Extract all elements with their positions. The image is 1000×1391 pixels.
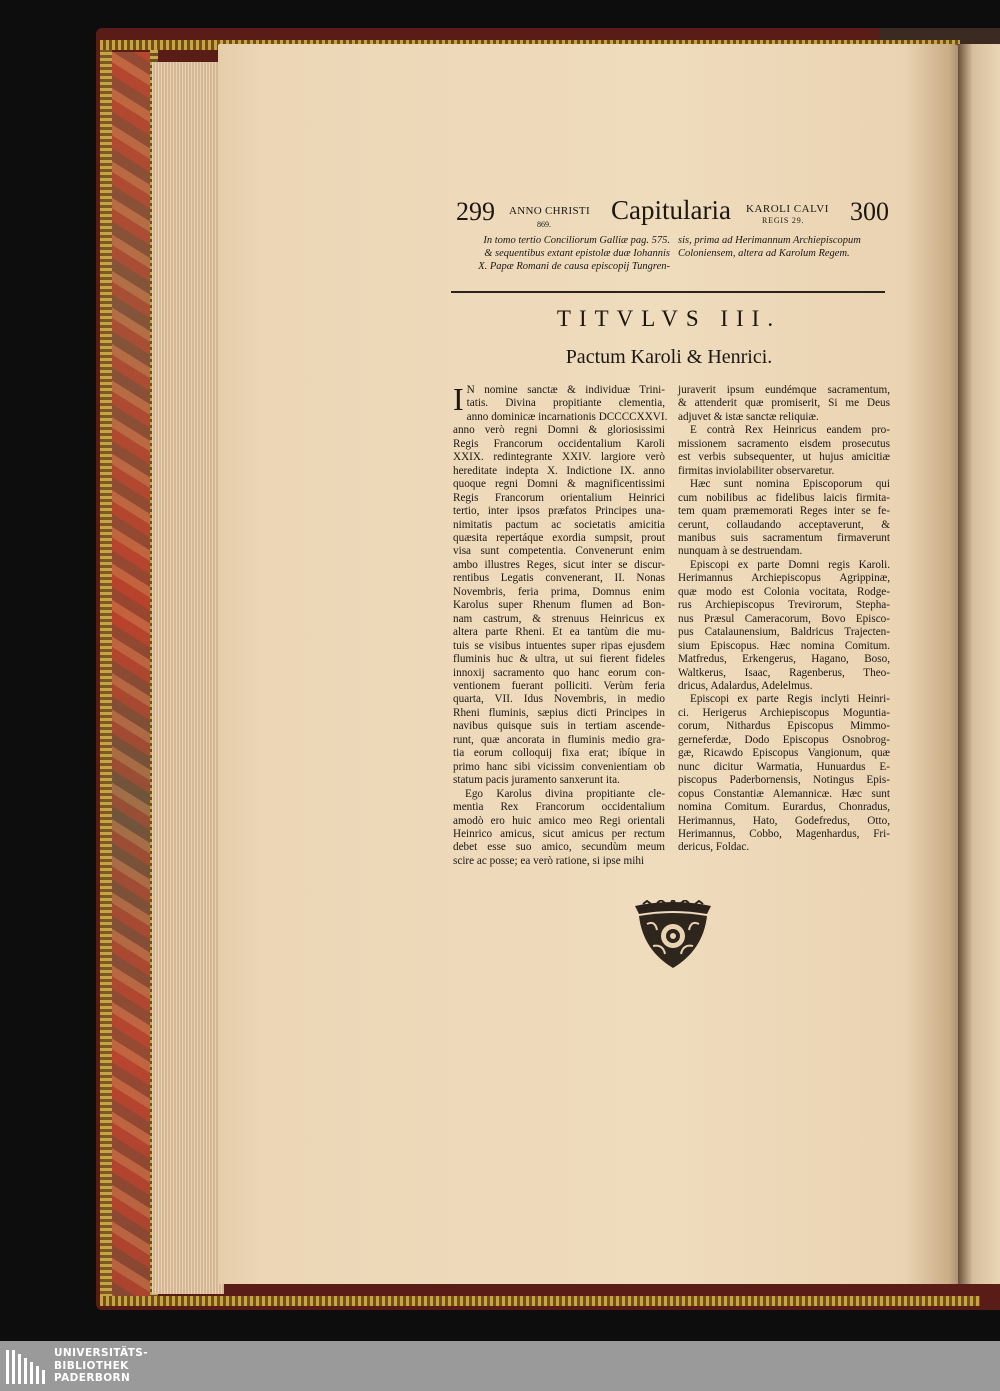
text-line: & attenderit quæ promiserit, Si me Deus	[678, 397, 890, 410]
text-line: copus Constantiæ Alemannicæ. Hæc sunt	[678, 787, 890, 800]
text-line: amodò ero huic amico meo Regi orientali	[453, 814, 665, 827]
section-subtitle: Pactum Karoli & Henrici.	[565, 346, 773, 368]
text-line: primo hanc sibi vicissim convenientiam ob	[453, 760, 665, 773]
text-line: Matfredus, Erkengerus, Hagano, Boso,	[678, 653, 890, 666]
text-line: est verbis subsequenter, ut hujus amicitiæ	[678, 451, 890, 464]
footer-bar	[0, 1341, 1000, 1391]
text-line: innoxij sacramento quo hanc eorum con-	[453, 666, 665, 679]
text-line: mentia Rex Francorum occidentalium	[453, 801, 665, 814]
text-line: Karolus super Rhenum flumen ad Bon-	[453, 599, 665, 612]
text-line: tem quam præmemorati Reges inter se fe-	[678, 505, 890, 518]
text-line: nunquam à se destruendam.	[678, 545, 803, 558]
text-line: scire ac posse; ea verò ratione, si ipse mihi	[453, 854, 645, 867]
text-line: hereditate indepta X. Indictione IX. anno	[453, 464, 665, 477]
text-line: nunc dicitur Warmatia, Hunuardus E-	[678, 760, 890, 773]
text-line: dricus, Adalardus, Adelelmus.	[678, 679, 813, 692]
text-line: Ego Karolus divina propitiante cle-	[465, 787, 665, 800]
text-line: altera parte Rheni. Et ea tantùm die mu-	[453, 626, 665, 639]
text-line: missionem sacramento eisdem prosecutus	[678, 437, 890, 450]
text-line: cum nobilibus ac fidelibus laicis firmita-	[678, 491, 890, 504]
running-title: Capitularia	[611, 195, 731, 225]
text-line: dericus, Foldac.	[678, 841, 750, 854]
text-line: ambo illustres Reges, sicut inter se discur-	[453, 558, 665, 571]
anno-label: ANNO CHRISTI	[509, 205, 590, 217]
page-number-left: 299	[456, 197, 495, 226]
text-line: E contrà Rex Heinricus eandem pro-	[690, 424, 890, 437]
text-column-left	[453, 381, 668, 868]
text-line: adjuvet & istæ sanctæ reliquiæ.	[678, 410, 819, 423]
text-line: tia eorum colloquij fixa erat; ibíque in	[453, 747, 665, 760]
text-line: nus Præsul Cameracorum, Bovo Episco-	[678, 612, 890, 625]
text-line: visa sunt competentia. Convenerunt enim	[453, 545, 665, 558]
library-logo-icon	[4, 1346, 48, 1388]
text-line: quarta, VII. Idus Novembris, in medio	[453, 693, 665, 706]
text-line: tuis se visibus intuentes super ripas ejusdem	[453, 639, 665, 652]
text-line: Herimannus Archiepiscopus Agrippinæ,	[678, 572, 890, 585]
facing-page	[958, 44, 1000, 1284]
text-line: corum, Nithardus Episcopus Mimmo-	[678, 720, 890, 733]
text-line: tatis. Divina propitiante clementia,	[466, 397, 665, 410]
text-line: sis, prima ad Herimannum Archiepiscopum	[678, 235, 861, 246]
library-name-line: PADERBORN	[54, 1372, 131, 1384]
text-line: fluminis huc & ultra, ut sui fierent fideles	[453, 653, 665, 666]
library-name-line: UNIVERSITÄTS-	[54, 1347, 149, 1359]
text-line: runt, quæ ancorata in fluminis medio gra-	[453, 733, 665, 746]
text-line: In tomo tertio Conciliorum Galliæ pag. 575.	[483, 235, 670, 246]
text-line: ci. Herigerus Archiepiscopus Moguntia-	[678, 706, 890, 719]
text-line: statum pacis juramento sanxerunt ita.	[453, 774, 620, 787]
text-line: X. Papæ Romani de causa episcopij Tungren-	[478, 261, 670, 272]
text-line: Herimannus, Cobbo, Magenhardus, Fri-	[678, 827, 890, 840]
text-line: nimitatis pactum ac societatis amicitia	[453, 518, 665, 531]
text-line: Regis Francorum occidentalium Karoli	[453, 437, 665, 450]
text-line: & sequentibus extant epistolæ duæ Iohannis	[484, 248, 670, 259]
text-line: Waltkerus, Isaac, Ragenberus, Theo-	[678, 666, 890, 679]
library-name-line: BIBLIOTHEK	[54, 1359, 129, 1372]
text-line: debet esse suo amico, secundùm meum	[453, 841, 665, 854]
text-line: Heinrico amicus, sicut amicus per rectum	[453, 827, 665, 840]
ruler-name: KAROLI CALVI	[746, 203, 829, 215]
gilt-border	[100, 46, 112, 1304]
text-line: juraverit ipsum eundémque sacramentum,	[678, 384, 890, 396]
text-line: N nomine sanctæ & individuæ Trini-	[466, 384, 665, 396]
drop-cap: I	[453, 381, 464, 417]
text-line: Regis Francorum orientalium Heinrici	[453, 491, 665, 504]
anno-year: 869.	[537, 220, 551, 229]
ruler-year: REGIS 29.	[762, 216, 805, 225]
header-rule	[451, 291, 885, 293]
text-column-right	[678, 384, 890, 855]
text-line: Herimannus, Hato, Godefredus, Otto,	[678, 814, 890, 827]
text-line: sium Episcopus. Hæc nomina Comitum.	[678, 639, 890, 652]
text-line: anno verò regni Domni & gloriosissimi	[453, 424, 665, 437]
text-line: quæ modo est Colonia vocitata, Rodge-	[678, 585, 890, 598]
text-line: navibus quisque suis in tertiam ascende-	[453, 720, 665, 733]
text-line: Episcopi ex parte Domni regis Karoli.	[690, 558, 890, 571]
text-line: gerneferdæ, Dodo Episcopus Osnobrog-	[678, 733, 890, 746]
ornament-vignette	[633, 900, 713, 970]
text-line: piscopus Paderbornensis, Notingus Epis-	[678, 774, 890, 787]
section-title: TITVLVS III.	[556, 306, 782, 331]
margin-note-left	[452, 234, 670, 273]
text-line: XXIX. redintegrante XXIV. largiore verò	[453, 451, 665, 464]
text-line: quæsita repertáque exordia sumpsit, prout	[453, 531, 665, 544]
gilt-border	[100, 1296, 980, 1306]
text-line: rus Archiepiscopus Trevirorum, Stepha-	[678, 599, 890, 612]
text-line: nam castrum, & strenuus Heinricus ex	[453, 612, 665, 625]
text-line: pus Catalaunensium, Baldricus Trajecten-	[678, 626, 890, 639]
text-line: quoque regni Domni & magnificentissimi	[453, 478, 665, 491]
page-number-right: 300	[850, 197, 889, 226]
text-line: Coloniensem, altera ad Karolum Regem.	[678, 248, 850, 259]
text-line: gæ, Ricawdo Episcopus Vangionum, quæ	[678, 747, 890, 760]
text-line: firmitas inviolabiliter observaretur.	[678, 464, 835, 477]
text-line: Hæc sunt nomina Episcoporum qui	[690, 478, 890, 491]
text-line: Episcopi ex parte Regis inclyti Heinri-	[690, 693, 890, 706]
text-line: Novembris, feria prima, Domnus enim	[453, 585, 665, 598]
text-line: tertio, inter ipsos præfatos Principes una-	[453, 505, 665, 518]
text-line: rentibus Legatis convenerant, II. Nonas	[453, 572, 665, 585]
margin-note-right	[678, 234, 894, 260]
text-line: nomina Comitum. Eurardus, Chonradus,	[678, 801, 890, 814]
text-line: ventionem fuerant polliciti. Verùm feria	[453, 679, 665, 692]
text-line: manibus suis sacramentum firmaverunt	[678, 531, 890, 544]
library-name	[54, 1347, 148, 1385]
text-line: cerunt, collaudando acceptaverunt, &	[678, 518, 890, 531]
text-line: Rheni fluminis, sæpius dicti Principes in	[453, 706, 665, 719]
page-edges	[152, 62, 224, 1294]
text-line: anno dominicæ incarnationis DCCCCXXVI.	[466, 410, 668, 423]
